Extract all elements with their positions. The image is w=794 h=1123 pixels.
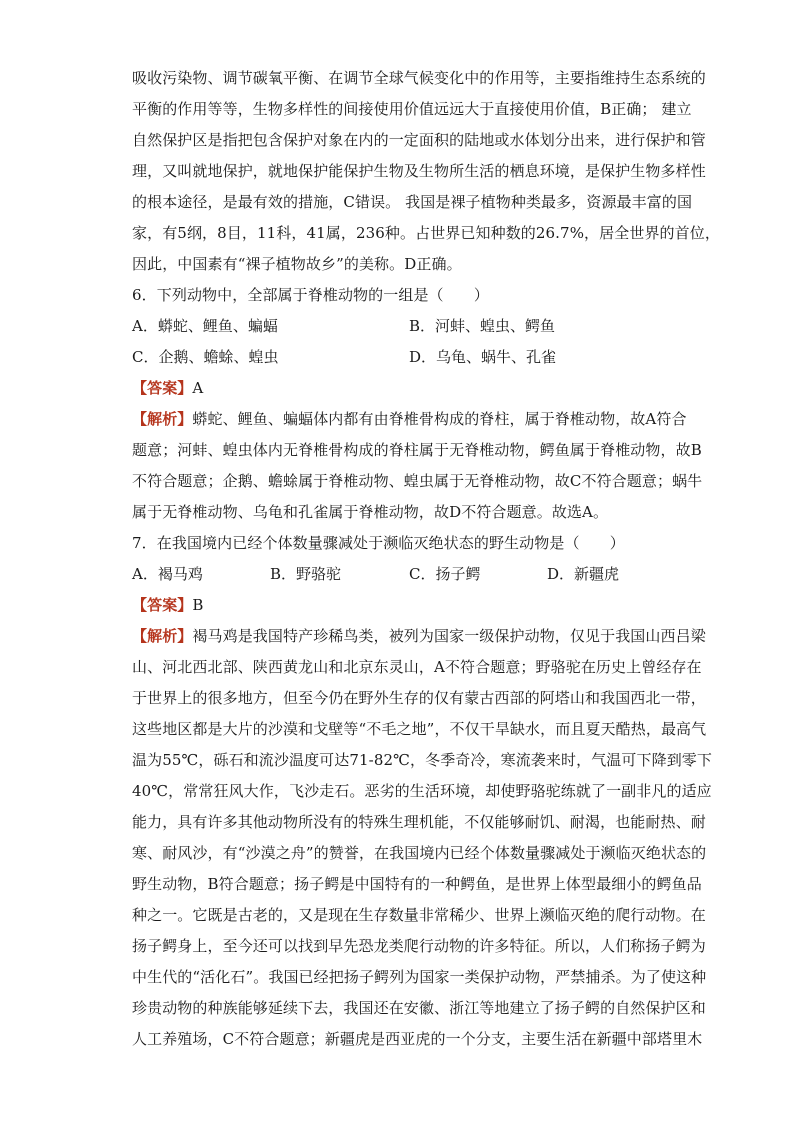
q5-explanation-line: 家，有5纲，8目，11科，41属，236种。占世界已知种数的26.7%，居全世界的首位，	[132, 224, 720, 242]
q7-analysis-line: 扬子鳄身上，至今还可以找到早先恐龙类爬行动物的许多特征。所以，人们称扬子鳄为	[132, 937, 706, 955]
q7-answer: B	[192, 596, 204, 614]
q7-analysis-line: 于世界上的很多地方，但至今仍在野外生存的仅有蒙古西部的阿塔山和我国西北一带，	[132, 689, 706, 707]
q7-option-c: C．扬子鳄	[409, 565, 481, 583]
answer-tag: 【答案】	[132, 379, 193, 397]
q5-explanation-line: 自然保护区是指把包含保护对象在内的一定面积的陆地或水体划分出来，进行保护和管	[132, 131, 706, 149]
q6-option-a: A．蟒蛇、鲤鱼、蝙蝠	[132, 317, 278, 335]
q7-analysis-line: 种之一。它既是古老的，又是现在生存数量非常稀少、世界上濒临灭绝的爬行动物。在	[132, 906, 706, 924]
q5-explanation-line: 因此，中国素有“裸子植物故乡”的美称。D正确。	[132, 255, 462, 273]
q7-analysis-line: 能力，具有许多其他动物所没有的特殊生理机能，不仅能够耐饥、耐渴，也能耐热、耐	[132, 813, 706, 831]
q7-option-d: D．新疆虎	[547, 565, 620, 583]
q7-analysis-line: 这些地区都是大片的沙漠和戈壁等“不毛之地”，不仅干旱缺水，而且夏天酷热，最高气	[132, 720, 707, 738]
q7-analysis-line: 中生代的“活化石”。我国已经把扬子鳄列为国家一类保护动物，严禁捕杀。为了使这种	[132, 968, 707, 986]
q7-stem: 7．在我国境内已经个体数量骤减处于濒临灭绝状态的野生动物是（ ）	[132, 534, 625, 552]
q7-analysis-line: 寒、耐风沙，有“沙漠之舟”的赞誉，在我国境内已经个体数量骤减处于濒临灭绝状态的	[132, 844, 707, 862]
q6-answer-line	[132, 378, 203, 398]
q6-analysis-line: 属于无脊椎动物、乌龟和孔雀属于脊椎动物，故D不符合题意。故选A。	[132, 503, 609, 521]
q6-option-b: B．河蚌、蝗虫、鳄鱼	[409, 317, 556, 335]
q7-analysis-line: 珍贵动物的种族能够延续下去，我国还在安徽、浙江等地建立了扬子鳄的自然保护区和	[132, 999, 706, 1017]
q6-analysis-line: 题意；河蚌、蝗虫体内无脊椎骨构成的脊柱属于无脊椎动物，鳄鱼属于脊椎动物，故B	[132, 441, 702, 459]
q5-explanation-line: 理，又叫就地保护，就地保护能保护生物及生物所生活的栖息环境，是保护生物多样性	[132, 162, 706, 180]
q5-explanation-line: 吸收污染物、调节碳氧平衡、在调节全球气候变化中的作用等，主要指维持生态系统的	[132, 69, 706, 87]
analysis-tag: 【解析】	[132, 627, 193, 645]
q7-analysis-line: 人工养殖场，C不符合题意；新疆虎是西亚虎的一个分支，主要生活在新疆中部塔里木	[132, 1030, 703, 1048]
q7-analysis-line: 山、河北西北部、陕西黄龙山和北京东灵山，A不符合题意；野骆驼在历史上曾经存在	[132, 658, 702, 676]
q7-analysis-text: 褐马鸡是我国特产珍稀鸟类，被列为国家一级保护动物，仅见于我国山西吕梁	[192, 627, 706, 645]
q5-explanation-line: 平衡的作用等等，生物多样性的间接使用价值远远大于直接使用价值，B正确； 建立	[132, 100, 692, 118]
q6-analysis-line	[132, 409, 687, 429]
q6-analysis-line: 不符合题意；企鹅、蟾蜍属于脊椎动物、蝗虫属于无脊椎动物，故C不符合题意；蜗牛	[132, 472, 703, 490]
q7-option-a: A．褐马鸡	[132, 565, 203, 583]
q7-analysis-line: 40℃，常常狂风大作，飞沙走石。恶劣的生活环境，却使野骆驼练就了一副非凡的适应	[132, 782, 712, 800]
q7-analysis-line	[132, 626, 706, 646]
q7-answer-line	[132, 595, 204, 615]
q7-analysis-line: 野生动物，B符合题意；扬子鳄是中国特有的一种鳄鱼，是世界上体型最细小的鳄鱼品	[132, 875, 702, 893]
q7-option-b: B．野骆驼	[270, 565, 342, 583]
q6-option-d: D．乌龟、蜗牛、孔雀	[409, 348, 557, 366]
q6-option-c: C．企鹅、蟾蜍、蝗虫	[132, 348, 279, 366]
analysis-tag: 【解析】	[132, 410, 193, 428]
q6-analysis-text: 蟒蛇、鲤鱼、蝙蝠体内都有由脊椎骨构成的脊柱，属于脊椎动物，故A符合	[192, 410, 687, 428]
q5-explanation-line: 的根本途径，是最有效的措施，C错误。 我国是裸子植物种类最多，资源最丰富的国	[132, 193, 693, 211]
q6-stem: 6．下列动物中，全部属于脊椎动物的一组是（ ）	[132, 286, 489, 304]
answer-tag: 【答案】	[132, 596, 193, 614]
q6-answer: A	[192, 379, 204, 397]
q7-analysis-line: 温为55℃，砾石和流沙温度可达71-82℃，冬季奇冷，寒流袭来时，气温可下降到零下	[132, 751, 712, 769]
